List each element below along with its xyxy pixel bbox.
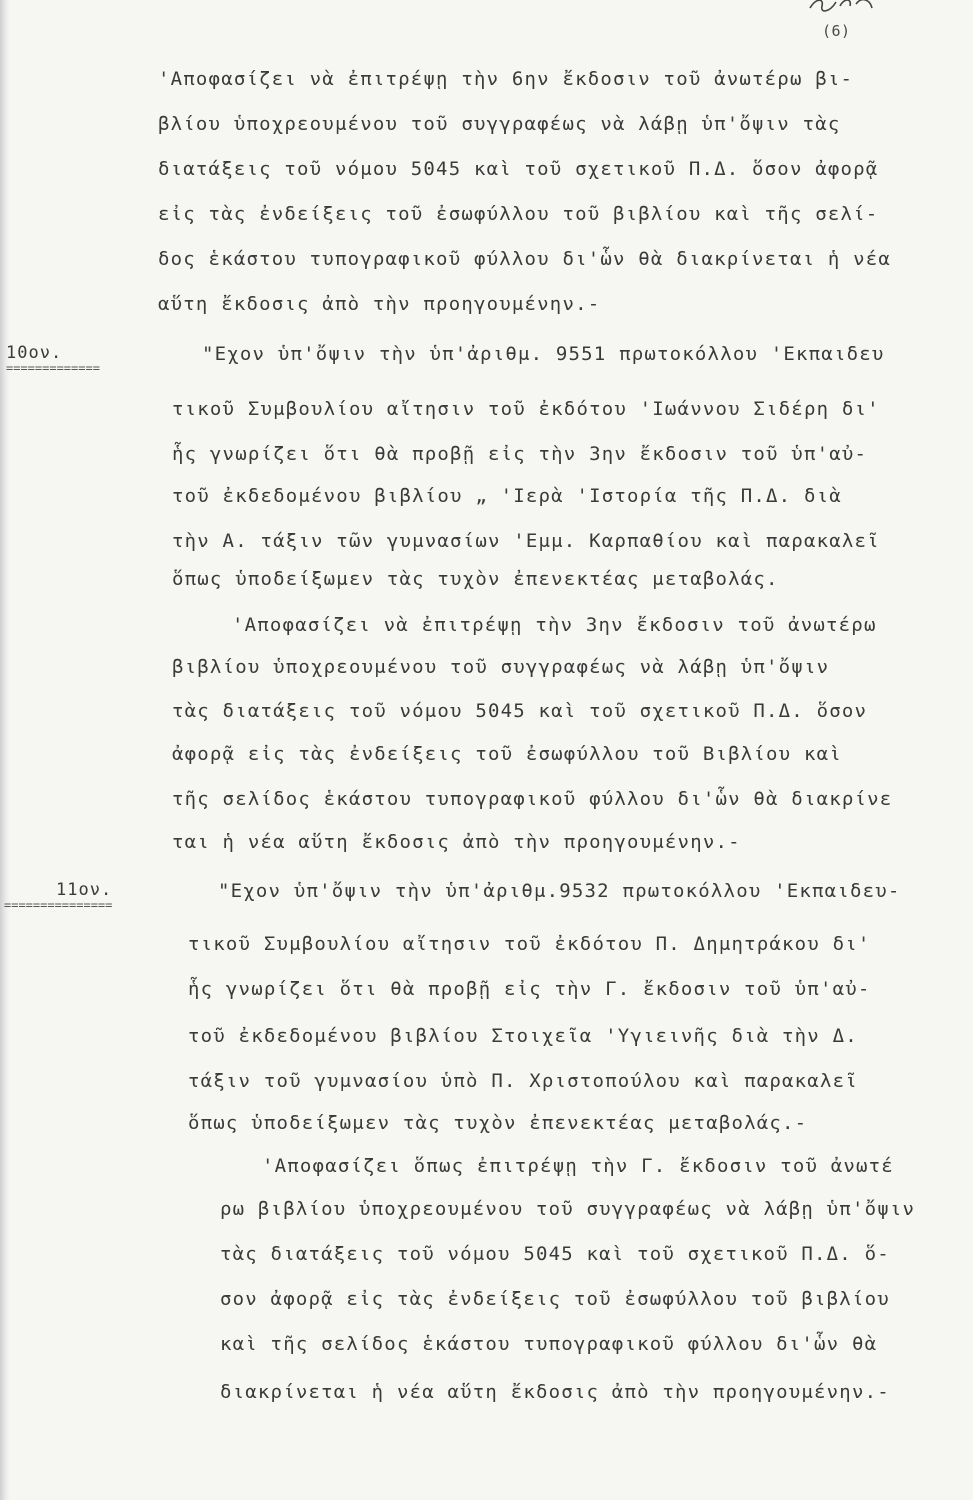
section-10-decision-line: 'Αποφασίζει νὰ ἐπιτρέψῃ τὴν 3ην ἔκδοσιν τοῦ ἀνωτέρω <box>232 614 877 636</box>
section-10-rule: ============= <box>6 361 100 375</box>
section-11-line: ἧς γνωρίζει ὅτι θὰ προβῇ εἰς τὴν Γ. ἔκδοσιν τοῦ ὑπ'αὐ- <box>188 978 871 1000</box>
section-11-decision-line: καὶ τῆς σελίδος ἑκάστου τυπογραφικοῦ φύλλου δι'ὧν θὰ <box>220 1333 878 1355</box>
section-11-label: 11ον. <box>56 880 113 900</box>
page-edge-shadow <box>0 0 10 1500</box>
section-10-line: "Εχον ὑπ'ὄψιν τὴν ὑπ'ἀριθμ. 9551 πρωτοκόλλου 'Εκπαιδευ <box>202 343 885 365</box>
section-10-decision-line: βιβλίου ὑποχρεουμένου τοῦ συγγραφέως νὰ λάβῃ ὑπ'ὄψιν <box>172 656 830 678</box>
section-11-decision-line: διακρίνεται ἡ νέα αὕτη ἔκδοσις ἀπὸ τὴν προηγουμένην.- <box>220 1381 890 1403</box>
paragraph-1-line: εἰς τὰς ἐνδείξεις τοῦ ἐσωφύλλου τοῦ βιβλίου καὶ τῆς σελί- <box>158 203 879 225</box>
section-10-decision-line: τῆς σελίδος ἑκάστου τυπογραφικοῦ φύλλου δι'ὧν θὰ διακρίνε <box>172 788 893 810</box>
paragraph-1-line: βλίου ὑποχρεουμένου τοῦ συγγραφέως νὰ λάβῃ ὑπ'ὄψιν τὰς <box>158 113 841 135</box>
handwritten-folio-mark <box>806 0 876 16</box>
section-11-marker <box>4 880 112 912</box>
section-10-line: ὅπως ὑποδείξωμεν τὰς τυχὸν ἐπενεκτέας μεταβολάς. <box>172 568 779 590</box>
paragraph-1-line: αὕτη ἔκδοσις ἀπὸ τὴν προηγουμένην.- <box>158 293 601 315</box>
section-11-line: τοῦ ἐκδεδομένου βιβλίου Στοιχεῖα 'Υγιεινῆς διὰ τὴν Δ. <box>188 1025 858 1047</box>
page-number: (6) <box>822 22 851 40</box>
section-11-decision-line: σον ἀφορᾷ εἰς τὰς ἐνδείξεις τοῦ ἐσωφύλλου τοῦ βιβλίου <box>220 1288 890 1310</box>
section-11-line: "Εχον ὑπ'ὄψιν τὴν ὑπ'ἀριθμ.9532 πρωτοκόλλου 'Εκπαιδευ- <box>218 880 901 902</box>
section-11-line: τικοῦ Συμβουλίου αἴτησιν τοῦ ἐκδότου Π. Δημητράκου δι' <box>188 933 871 955</box>
section-10-line: τὴν Α. τάξιν τῶν γυμνασίων 'Εμμ. Καρπαθίου καὶ παρακαλεῖ <box>172 530 880 552</box>
section-10-line: τικοῦ Συμβουλίου αἴτησιν τοῦ ἐκδότου 'Ιωάννου Σιδέρη δι' <box>172 398 880 420</box>
paragraph-1-line: 'Αποφασίζει νὰ ἐπιτρέψῃ τὴν 6ην ἔκδοσιν τοῦ ἀνωτέρω βι- <box>158 68 854 90</box>
section-10-decision-line: ται ἡ νέα αὕτη ἔκδοσις ἀπὸ τὴν προηγουμένην.- <box>172 831 741 853</box>
section-11-decision-line: ρω βιβλίου ὑποχρεουμένου τοῦ συγγραφέως νὰ λάβῃ ὑπ'ὄψιν <box>220 1198 916 1220</box>
section-11-line: ὅπως ὑποδείξωμεν τὰς τυχὸν ἐπενεκτέας μεταβολάς.- <box>188 1112 808 1134</box>
section-11-line: τάξιν τοῦ γυμνασίου ὑπὸ Π. Χριστοπούλου καὶ παρακαλεῖ <box>188 1070 858 1092</box>
section-10-decision-line: ἀφορᾷ εἰς τὰς ἐνδείξεις τοῦ ἐσωφύλλου τοῦ Βιβλίου καὶ <box>172 743 842 765</box>
section-11-decision-line: τὰς διατάξεις τοῦ νόμου 5045 καὶ τοῦ σχετικοῦ Π.Δ. ὅ- <box>220 1243 890 1265</box>
section-10-line: τοῦ ἐκδεδομένου βιβλίου „ 'Ιερὰ 'Ιστορία τῆς Π.Δ. διὰ <box>172 485 842 507</box>
section-10-marker <box>6 343 100 375</box>
section-11-rule: =============== <box>4 898 113 912</box>
paragraph-1-line: διατάξεις τοῦ νόμου 5045 καὶ τοῦ σχετικοῦ Π.Δ. ὅσον ἀφορᾷ <box>158 158 879 180</box>
section-10-label: 10ον. <box>6 343 63 363</box>
section-10-decision-line: τὰς διατάξεις τοῦ νόμου 5045 καὶ τοῦ σχετικοῦ Π.Δ. ὅσον <box>172 700 868 722</box>
section-11-decision-line: 'Αποφασίζει ὅπως ἐπιτρέψῃ τὴν Γ. ἔκδοσιν τοῦ ἀνωτέ <box>262 1155 894 1177</box>
paragraph-1-line: δος ἑκάστου τυπογραφικοῦ φύλλου δι'ὧν θὰ διακρίνεται ἡ νέα <box>158 248 892 270</box>
section-10-line: ἧς γνωρίζει ὅτι θὰ προβῇ εἰς τὴν 3ην ἔκδοσιν τοῦ ὑπ'αὐ- <box>172 443 868 465</box>
